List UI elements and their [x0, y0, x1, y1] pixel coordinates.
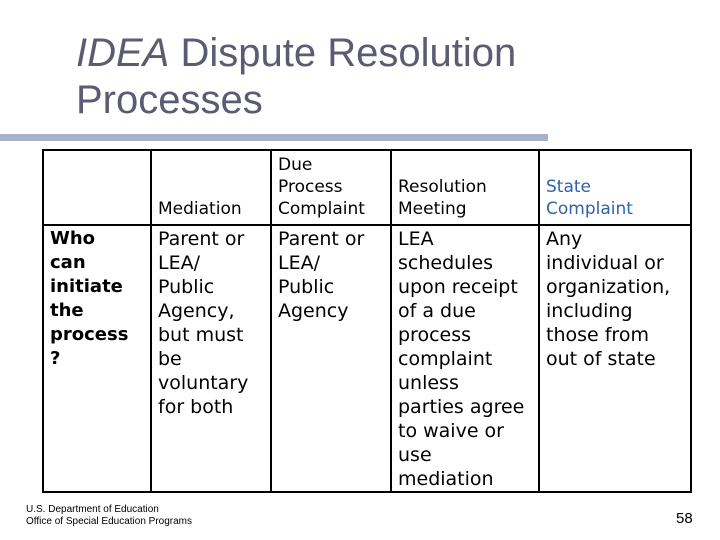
slide-title [76, 30, 636, 124]
header-resolution: Resolution Meeting [398, 177, 487, 219]
table-divider [150, 149, 152, 493]
cell-resolution: LEA schedules upon receipt of a due process complaint unless parties agree to waive or use mediation [398, 228, 525, 490]
row-header-who: Who can initiate the process ? [50, 228, 129, 369]
title-idea: IDEA [76, 31, 170, 75]
header-mediation: Mediation [158, 199, 242, 219]
cell-state-complaint: Any individual or organization, including those from out of state [546, 228, 671, 370]
header-state-complaint: State Complaint [546, 177, 633, 219]
title-rest: Dispute Resolution Processes [76, 31, 517, 122]
table-divider [270, 149, 272, 493]
page-number: 58 [676, 510, 693, 527]
header-due-process: Due Process Complaint [278, 155, 365, 219]
footer-credit: U.S. Department of Education Office of Special Education Programs [26, 504, 193, 527]
cell-due-process: Parent or LEA/ Public Agency [278, 228, 365, 322]
table-divider [538, 149, 540, 493]
title-underline [0, 134, 548, 141]
cell-mediation: Parent or LEA/ Public Agency, but must be voluntary for both [158, 228, 249, 418]
table-header-divider [42, 224, 692, 226]
table-divider [390, 149, 392, 493]
